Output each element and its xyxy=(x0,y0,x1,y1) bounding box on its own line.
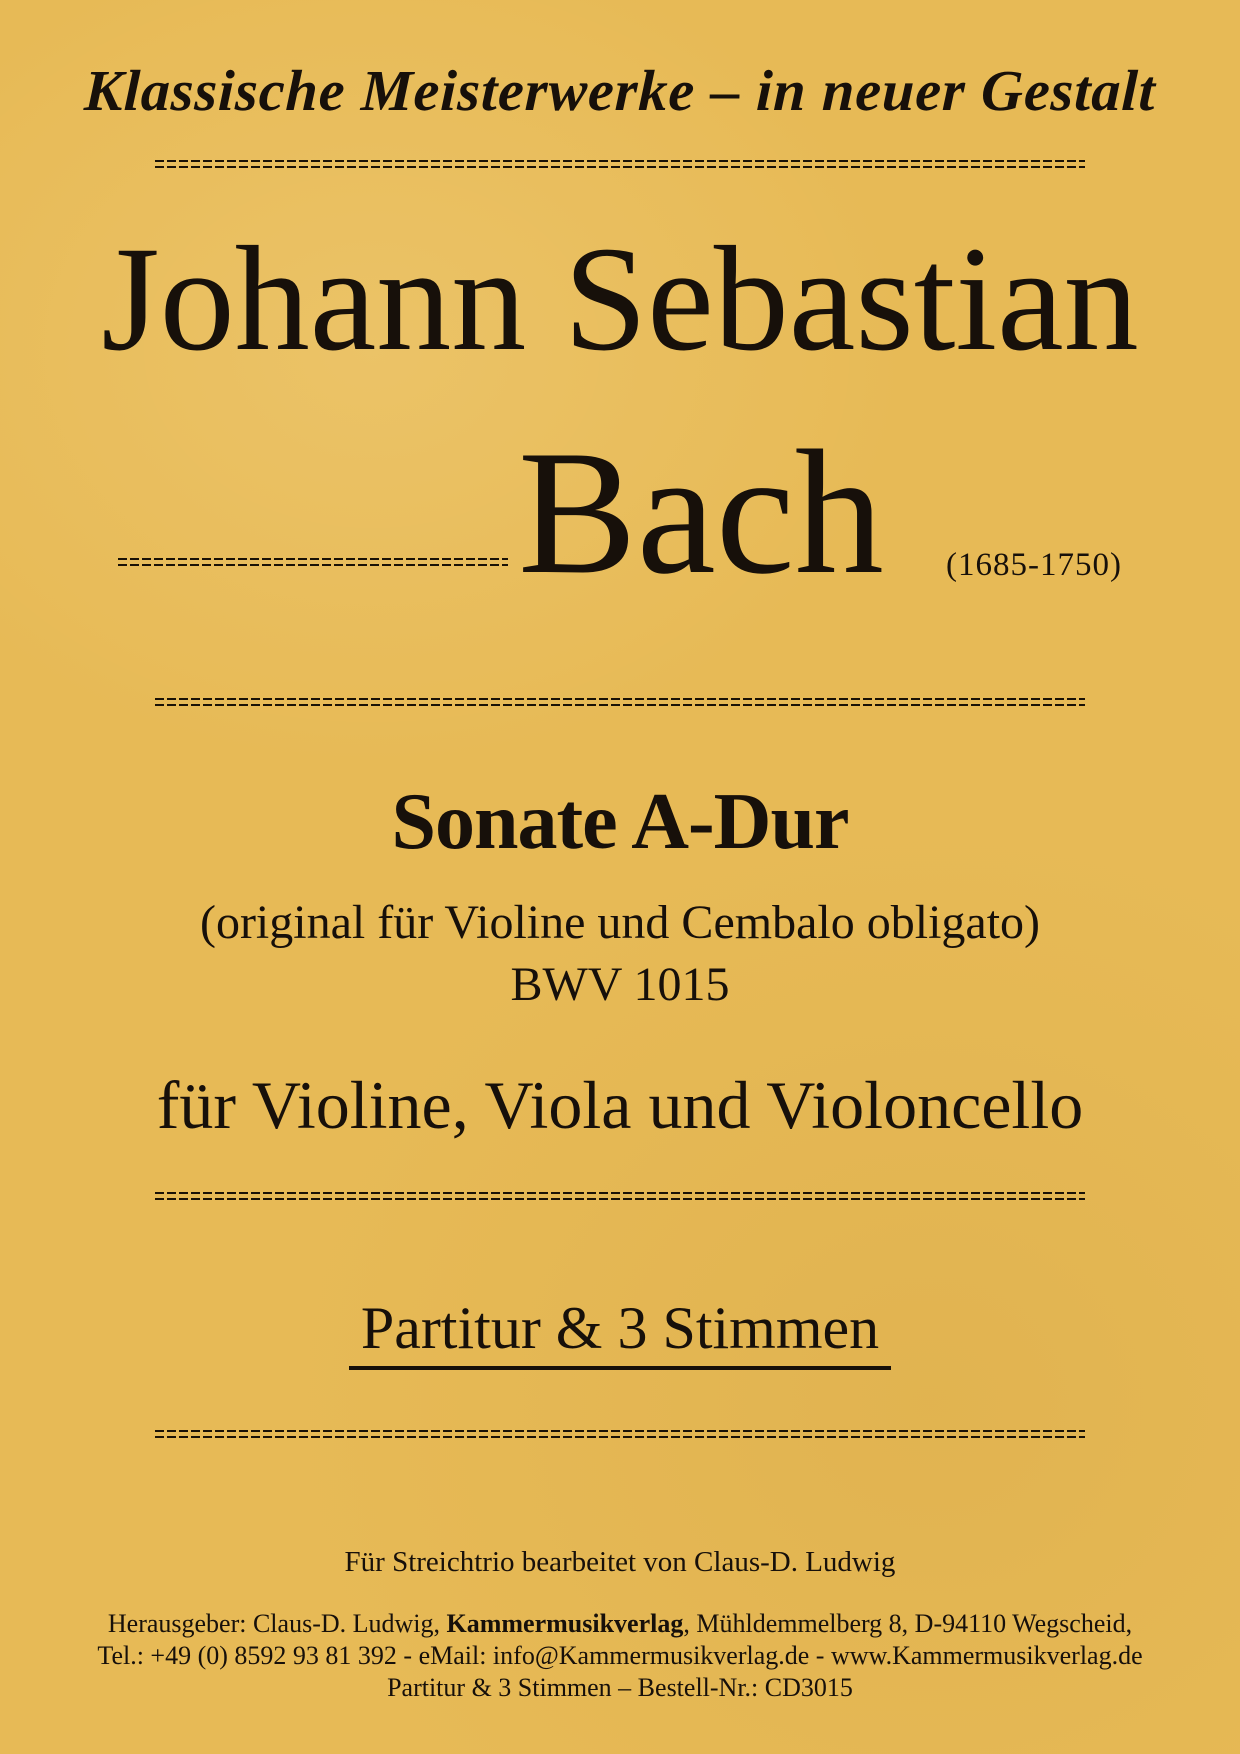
divider xyxy=(155,1192,1085,1202)
publisher-suffix: , Mühldemmelberg 8, D-94110 Wegscheid, xyxy=(683,1609,1133,1638)
publisher-name: Kammermusikverlag xyxy=(446,1609,684,1638)
composer-dates: (1685-1750) xyxy=(946,547,1122,583)
edition-label xyxy=(0,1295,1240,1370)
order-number-line: Partitur & 3 Stimmen – Bestell-Nr.: CD3015 xyxy=(387,1673,853,1702)
publisher-line xyxy=(0,1611,1240,1637)
composer-first-names: Johann Sebastian xyxy=(101,216,1139,382)
contact-line: Tel.: +49 (0) 8592 93 81 392 - eMail: info@Kammermusikverlag.de - www.Kammermusikverlag.de xyxy=(97,1641,1143,1670)
divider xyxy=(155,1430,1085,1440)
divider-short xyxy=(118,558,508,566)
composer-last-name: Bach xyxy=(518,413,884,611)
instrumentation: für Violine, Viola und Violoncello xyxy=(156,1067,1084,1143)
work-title: Sonate A-Dur xyxy=(391,778,849,866)
edition-label-text: Partitur & 3 Stimmen xyxy=(349,1298,891,1370)
divider xyxy=(155,160,1085,170)
publisher-prefix: Herausgeber: Claus-D. Ludwig, xyxy=(107,1609,447,1638)
divider xyxy=(155,698,1085,708)
work-subtitle: (original für Violine und Cembalo obligato) xyxy=(199,896,1041,949)
arrangement-credit: Für Streichtrio bearbeitet von Claus-D. Ludwig xyxy=(344,1546,896,1578)
series-slogan: Klassische Meisterwerke – in neuer Gestalt xyxy=(83,58,1157,123)
work-catalog-number: BWV 1015 xyxy=(510,958,730,1011)
